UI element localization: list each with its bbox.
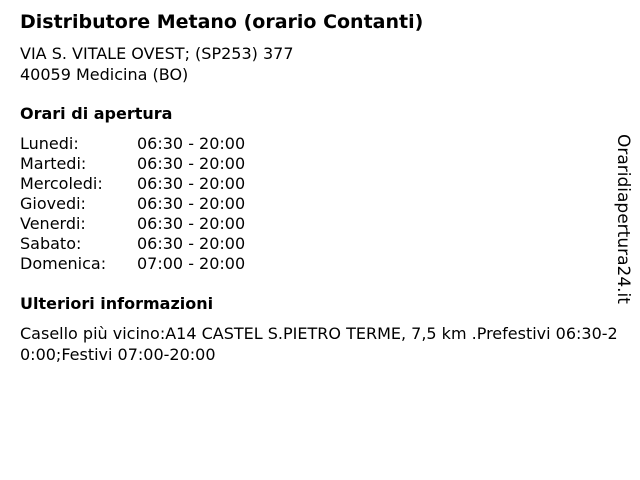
page-title: Distributore Metano (orario Contanti) [20,11,424,33]
hours-row-wednesday [20,174,245,194]
day-label: Giovedi: [20,194,86,213]
time-range: 06:30 - 20:00 [137,214,246,233]
time-range: 07:00 - 20:00 [137,254,246,273]
hours-row-sunday [20,254,245,274]
hours-row-tuesday [20,154,245,174]
station-address [20,43,294,85]
time-range: 06:30 - 20:00 [137,134,246,153]
opening-hours-list [20,134,245,274]
hours-row-thursday [20,194,245,214]
watermark-text: Oraridiapertura24.it [613,134,633,304]
hours-row-saturday [20,234,245,254]
day-label: Domenica: [20,254,107,273]
site-watermark [610,134,636,308]
day-label: Martedi: [20,154,87,173]
day-label: Mercoledi: [20,174,103,193]
time-range: 06:30 - 20:00 [137,174,246,193]
day-label: Sabato: [20,234,82,253]
day-label: Lunedi: [20,134,79,153]
time-range: 06:30 - 20:00 [137,154,246,173]
additional-info-heading: Ulteriori informazioni [20,294,214,313]
address-city: 40059 Medicina (BO) [20,65,189,84]
additional-info-text: Casello più vicino:A14 CASTEL S.PIETRO TERME, 7,5 km .Prefestivi 06:30-20:00;Festivi 07:00-20:00 [20,324,618,364]
hours-row-monday [20,134,245,154]
address-street: VIA S. VITALE OVEST; (SP253) 377 [20,44,294,63]
opening-hours-heading: Orari di apertura [20,104,173,123]
hours-row-friday [20,214,245,234]
day-label: Venerdi: [20,214,86,233]
time-range: 06:30 - 20:00 [137,194,246,213]
time-range: 06:30 - 20:00 [137,234,246,253]
